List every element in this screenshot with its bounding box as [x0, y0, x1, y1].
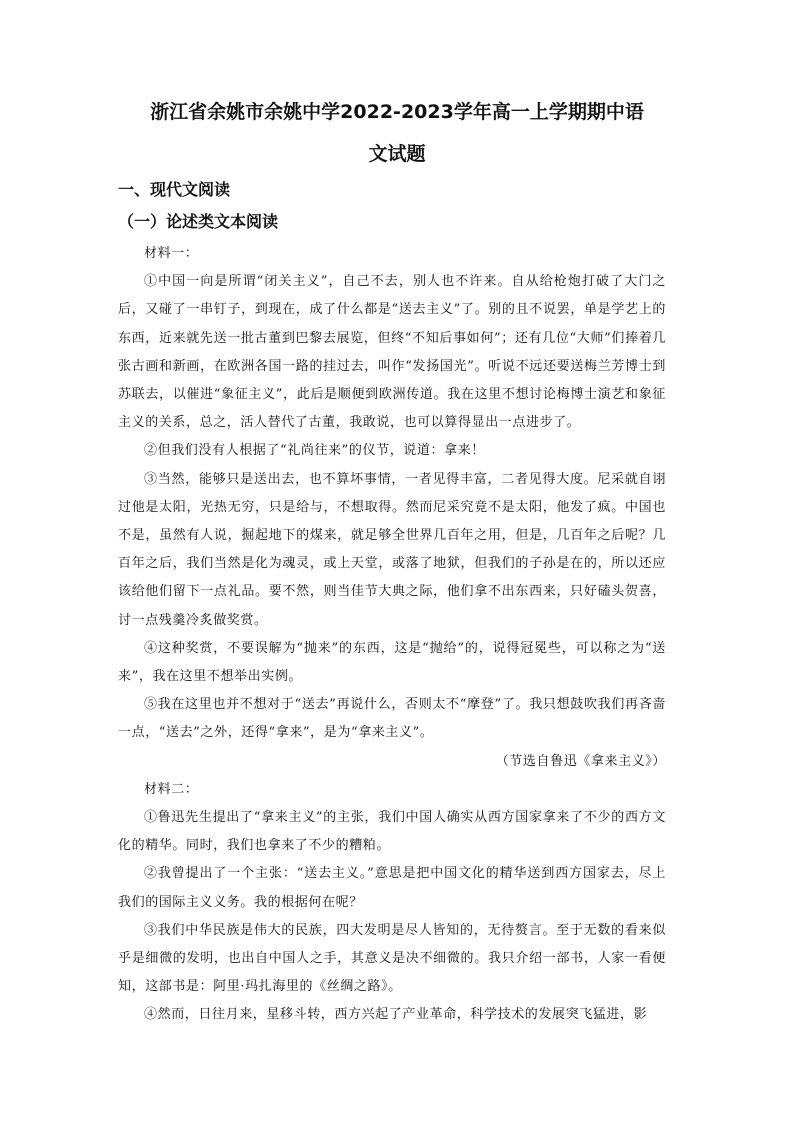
document-title-line1: 浙江省余姚市余姚中学2022-2023学年高一上学期期中语	[150, 101, 644, 123]
material-two-paragraph-3: ③我们中华民族是伟大的民族，四大发明是尽人皆知的，无待赘言。至于无数的看来似乎是细微的发明，也出自中国人之手，其意义是决不细微的。我只介绍一部书，人家一看便知，这部书是：阿里·玛扎海里的《丝绸之路》。	[118, 922, 666, 995]
material-two-paragraph-1: ①鲁迅先生提出了“拿来主义”的主张，我们中国人确实从西方国家拿来了不少的西方文化的精华。同时，我们也拿来了不少的糟粕。	[118, 810, 666, 854]
material-one-paragraph-3: ③当然，能够只是送出去，也不算坏事情，一者见得丰富，二者见得大度。尼采就自诩过他是太阳，光热无穷，只是给与，不想取得。然而尼采究竟不是太阳，他发了疯。中国也不是，虽然有人说，掘起地下的煤来，就足够全世界几百年之用，但是，几百年之后呢？几百年之后，我们当然是化为魂灵，或上天堂，或落了地狱，但我们的子孙是在的，所以还应该给他们留下一点礼品。要不然，则当佳节大典之际，他们拿不出东西来，只好磕头贺喜，讨一点残羹冷炙做奖赏。	[118, 471, 666, 628]
material-one-paragraph-4: ④这种奖赏，不要误解为“抛来”的东西，这是“抛给”的，说得冠冕些，可以称之为“送来”，我在这里不想举出实例。	[118, 640, 666, 685]
section-heading-reading: 一、现代文阅读	[118, 180, 231, 199]
material-two-paragraph-2: ②我曾提出了一个主张：“送去主义。”意思是把中国文化的精华送到西方国家去，尽上我们的国际主义义务。我的根据何在呢？	[118, 866, 666, 910]
subsection-heading-argumentative: （一）论述类文本阅读	[118, 212, 279, 231]
material-one-label: 材料一：	[144, 246, 199, 261]
document-title-line2: 文试题	[368, 143, 426, 165]
material-one-source: （节选自鲁迅《拿来主义》）	[495, 753, 666, 769]
material-one-paragraph-5: ⑤我在这里也并不想对于“送去”再说什么，否则太不“摩登”了。我只想鼓吹我们再吝啬一点，“送去”之外，还得“拿来”，是为“拿来主义”。	[118, 697, 666, 741]
material-two-label: 材料二：	[144, 781, 199, 797]
material-two-paragraph-4: ④然而，日往月来，星移斗转，西方兴起了产业革命，科学技术的发展突飞猛进，影	[144, 1007, 648, 1023]
passage-body	[118, 240, 666, 1030]
material-one-paragraph-1: ①中国一向是所谓“闭关主义”，自己不去，别人也不许来。自从给枪炮打破了大门之后，又碰了一串钉子，到现在，成了什么都是“送去主义”了。别的且不说罢，单是学艺上的东西，近来就先送一批古董到巴黎去展览，但终“不知后事如何”；还有几位“大师”们捧着几张古画和新画，在欧洲各国一路的挂过去，叫作“发扬国光”。听说不远还要送梅兰芳博士到苏联去，以催进“象征主义”，此后是顺便到欧洲传道。我在这里不想讨论梅博士演艺和象征主义的关系，总之，活人替代了古董，我敢说，也可以算得显出一点进步了。	[118, 274, 666, 431]
material-one-paragraph-2: ②但我们没有人根据了“礼尚往来”的仪节，说道：拿来！	[144, 443, 485, 459]
